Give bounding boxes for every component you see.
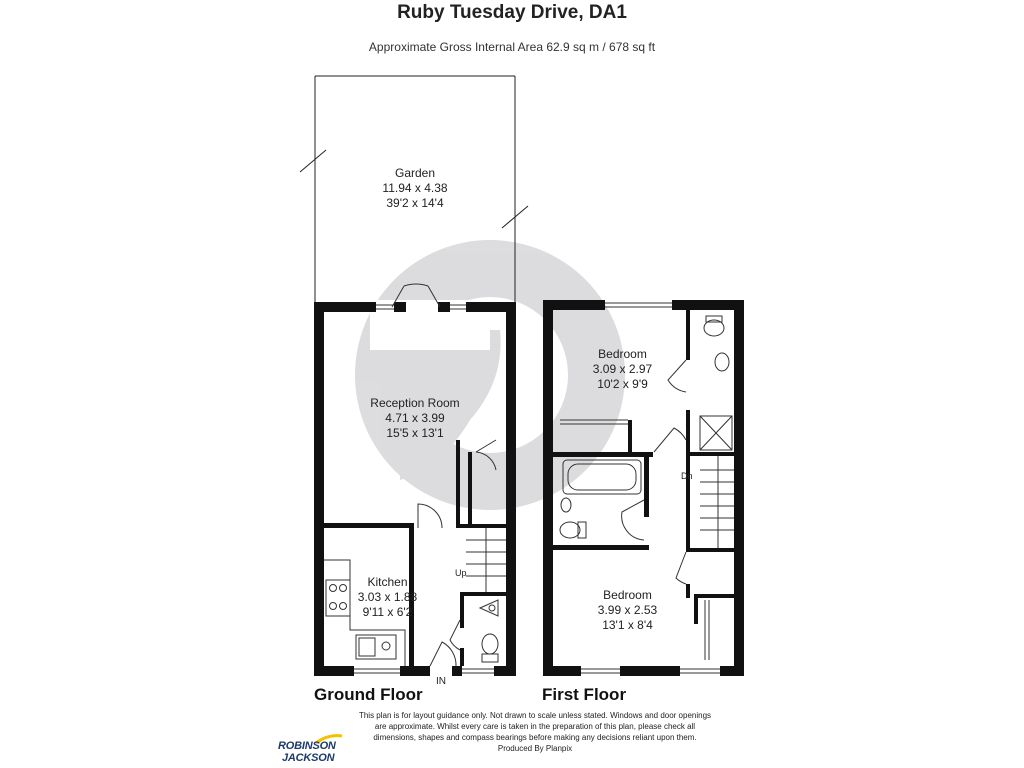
room-imperial: 15'5 x 13'1 — [386, 426, 444, 440]
room-metric: 3.09 x 2.97 — [592, 362, 653, 376]
room-metric: 3.99 x 2.53 — [597, 603, 658, 617]
room-metric: 4.71 x 3.99 — [385, 411, 445, 425]
room-garden — [340, 166, 490, 211]
stairs-up-label: Up — [455, 568, 467, 578]
room-name: Garden — [394, 166, 436, 180]
room-name: Reception Room — [370, 396, 460, 410]
room-imperial: 9'11 x 6'2 — [362, 605, 413, 619]
agency-logo — [276, 740, 366, 768]
room-bedroom-2 — [570, 588, 685, 633]
room-imperial: 39'2 x 14'4 — [386, 196, 444, 210]
disclaimer-line: This plan is for layout guidance only. Not drawn to scale unless stated. Windows and door openings — [358, 711, 712, 720]
room-reception — [340, 396, 490, 441]
plan-title: Ruby Tuesday Drive, DA1 — [397, 2, 627, 23]
logo-line1: ROBINSON — [278, 740, 336, 752]
room-name: Bedroom — [603, 588, 652, 602]
entrance-label: IN — [436, 676, 446, 687]
gross-area: Approximate Gross Internal Area 62.9 sq m / 678 sq ft — [368, 40, 656, 54]
room-name: Kitchen — [367, 575, 408, 589]
stairs-down-label: Dn — [681, 471, 693, 481]
disclaimer — [350, 710, 720, 754]
disclaimer-line: are approximate. Whilst every care is taken in the preparation of this plan, please check all — [374, 722, 696, 731]
room-name: Bedroom — [598, 347, 647, 361]
logo-line2: JACKSON — [282, 752, 335, 764]
ground-floor-label: Ground Floor — [314, 685, 423, 704]
room-imperial: 10'2 x 9'9 — [597, 377, 648, 391]
disclaimer-line: dimensions, shapes and compass bearings before making any decisions reliant upon them. — [373, 733, 697, 742]
room-metric: 11.94 x 4.38 — [382, 181, 448, 195]
first-floor-label: First Floor — [542, 685, 627, 704]
room-kitchen — [340, 575, 435, 620]
room-bedroom-1 — [565, 347, 680, 392]
disclaimer-line: Produced By Planpix — [497, 744, 573, 753]
room-imperial: 13'1 x 8'4 — [602, 618, 653, 632]
room-metric: 3.03 x 1.88 — [357, 590, 418, 604]
